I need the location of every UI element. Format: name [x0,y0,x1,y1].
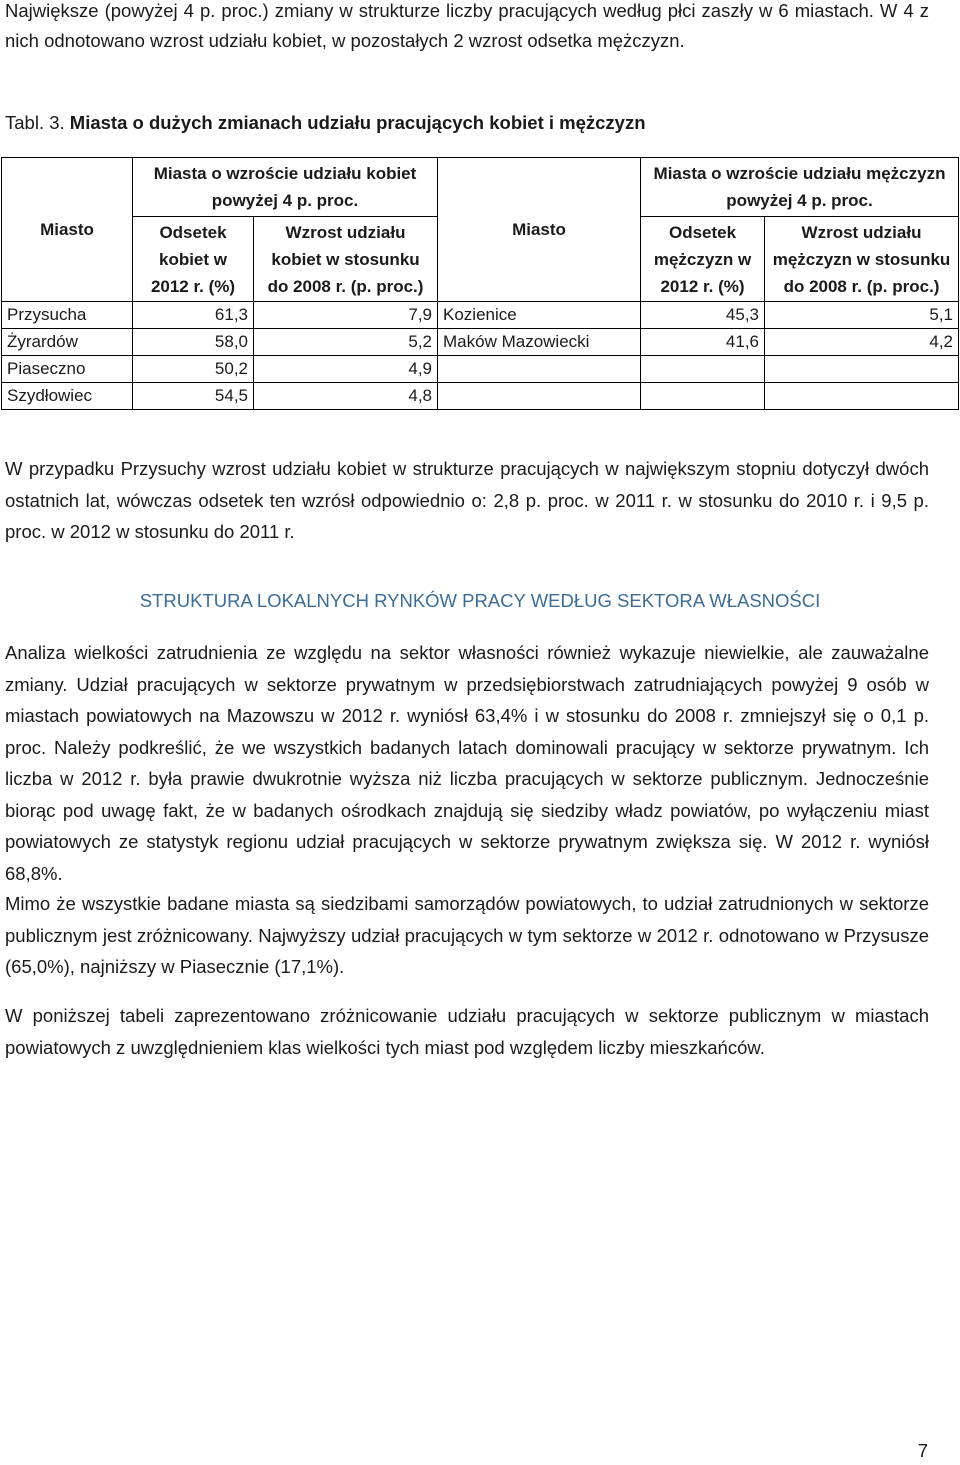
table-row [2,302,959,329]
table-group-header-row [2,158,959,217]
header-city-women: Miasto [2,158,133,302]
table-caption [5,110,646,136]
section-heading: STRUKTURA LOKALNYCH RYNKÓW PRACY WEDŁUG SEKTORA WŁASNOŚCI [139,590,821,611]
women-growth-cell: 5,2 [254,329,438,356]
women-share-cell: 54,5 [133,383,254,410]
header-growth-women: Wzrost udziału kobiet w stosunku do 2008 r. (p. proc.) [254,217,438,302]
przysucha-paragraph: W przypadku Przysuchy wzrost udziału kobiet w strukturze pracujących w największym stopniu dotyczył dwóch ostatnich lat, wówczas odsetek ten wzrósł odpowiednio o: 2,8 p. proc. w 2011 r. w stosunku do 2010 r. i 9,5 p. proc. w 2012 w stosunku do 2011 r. [5,458,929,542]
women-growth-cell: 4,9 [254,356,438,383]
table-row [2,383,959,410]
table-row [2,329,959,356]
men-city-cell: Maków Mazowiecki [438,329,641,356]
header-share-women: Odsetek kobiet w 2012 r. (%) [133,217,254,302]
table-intro-paragraph: W poniższej tabeli zaprezentowano zróżnicowanie udziału pracujących w sektorze publicznym w miastach powiatowych z uwzględnieniem klas wielkości tych miast pod względem liczby mieszkańców. [5,1005,929,1058]
women-city-cell: Przysucha [2,302,133,329]
men-growth-cell: 4,2 [765,329,959,356]
men-growth-cell: 5,1 [765,302,959,329]
women-growth-cell: 4,8 [254,383,438,410]
men-share-cell: 41,6 [641,329,765,356]
table-caption-label: Tabl. 3. [5,112,65,133]
women-share-cell: 58,0 [133,329,254,356]
men-share-cell [641,356,765,383]
gender-change-table [1,157,959,410]
women-share-cell: 50,2 [133,356,254,383]
analysis-paragraph: Analiza wielkości zatrudnienia ze względu na sektor własności również wykazuje niewielkie, ale zauważalne zmiany. Udział pracujących w sektorze prywatnym w przedsiębiorstwach zatrudniających powyżej 9 osób w miastach powiatowych na Mazowszu w 2012 r. wyniósł 63,4% i w stosunku do 2008 r. zmniejszył się o 0,1 p. proc. Należy podkreślić, że we wszystkich badanych latach dominowali pracujący w sektorze prywatnym. Ich liczba w 2012 r. była prawie dwukrotnie wyższa niż liczba pracujących w sektorze publicznym. Jednocześnie biorąc pod uwagę fakt, że w badanych ośrodkach znajdują się siedziby władz powiatów, po wyłączeniu miast powiatowych ze statystyk regionu udział pracujących w sektorze prywatnym zwiększa się. W 2012 r. wyniósł 68,8%. [5,642,929,884]
header-group-men: Miasta o wzroście udziału mężczyzn powyżej 4 p. proc. [641,158,959,217]
public-sector-paragraph: Mimo że wszystkie badane miasta są siedzibami samorządów powiatowych, to udział zatrudnionych w sektorze publicznym jest zróżnicowany. Najwyższy udział pracujących w tym sektorze w 2012 r. odnotowano w Przysusze (65,0%), najniższy w Piasecznie (17,1%). [5,893,929,977]
men-growth-cell [765,383,959,410]
header-growth-men: Wzrost udziału mężczyzn w stosunku do 2008 r. (p. proc.) [765,217,959,302]
men-city-cell [438,383,641,410]
women-city-cell: Piaseczno [2,356,133,383]
women-growth-cell: 7,9 [254,302,438,329]
men-city-cell [438,356,641,383]
page-number: 7 [917,1440,928,1461]
intro-paragraph: Największe (powyżej 4 p. proc.) zmiany w strukturze liczby pracujących według płci zaszły w 6 miastach. W 4 z nich odnotowano wzrost udziału kobiet, w pozostałych 2 wzrost odsetka mężczyzn. [5,0,929,51]
women-city-cell: Szydłowiec [2,383,133,410]
men-city-cell: Kozienice [438,302,641,329]
men-share-cell [641,383,765,410]
header-city-men: Miasto [438,158,641,302]
women-share-cell: 61,3 [133,302,254,329]
men-growth-cell [765,356,959,383]
table-row [2,356,959,383]
table-caption-title: Miasta o dużych zmianach udziału pracujących kobiet i mężczyzn [69,112,646,133]
men-share-cell: 45,3 [641,302,765,329]
women-city-cell: Żyrardów [2,329,133,356]
header-group-women: Miasta o wzroście udziału kobiet powyżej 4 p. proc. [133,158,438,217]
header-share-men: Odsetek mężczyzn w 2012 r. (%) [641,217,765,302]
